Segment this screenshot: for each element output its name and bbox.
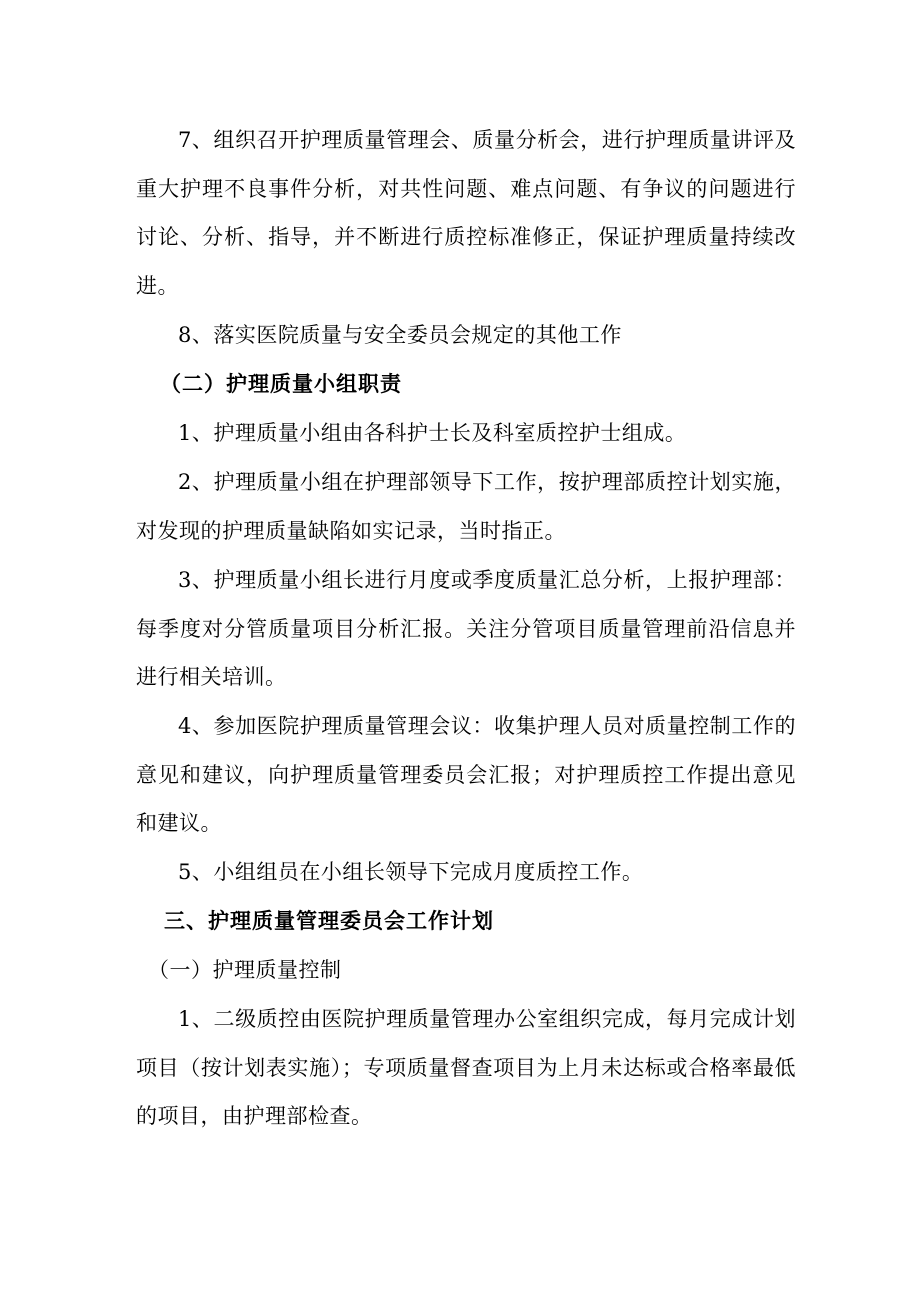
paragraph-item-7: 7、组织召开护理质量管理会、质量分析会，进行护理质量讲评及重大护理不良事件分析，对共性问题、难点问题、有争议的问题进行讨论、分析、指导，并不断进行质控标准修正，保证护理质量持续改进。 [136, 128, 796, 298]
paragraph-group-duty-3: 3、护理质量小组长进行月度或季度质量汇总分析，上报护理部：每季度对分管质量项目分析汇报。关注分管项目质量管理前沿信息并进行相关培训。 [136, 568, 796, 689]
section-heading-nursing-quality-group-duties: （二）护理质量小组职责 [160, 371, 402, 396]
paragraph-item-8: 8、落实医院质量与安全委员会规定的其他工作 [178, 323, 622, 347]
subsection-heading-quality-control: （一）护理质量控制 [148, 958, 342, 982]
paragraph-quality-control-1: 1、二级质控由医院护理质量管理办公室组织完成，每月完成计划项目（按计划表实施）；专项质量督查项目为上月未达标或合格率最低的项目，由护理部检查。 [136, 1007, 796, 1128]
paragraph-group-duty-2: 2、护理质量小组在护理部领导下工作，按护理部质控计划实施，对发现的护理质量缺陷如实记录，当时指正。 [136, 470, 796, 543]
paragraph-group-duty-4: 4、参加医院护理质量管理会议：收集护理人员对质量控制工作的意见和建议，向护理质量管理委员会汇报；对护理质控工作提出意见和建议。 [136, 714, 796, 835]
paragraph-group-duty-5: 5、小组组员在小组长领导下完成月度质控工作。 [178, 860, 644, 884]
paragraph-group-duty-1: 1、护理质量小组由各科护士长及科室质控护士组成。 [178, 421, 687, 445]
section-heading-committee-work-plan: 三、护理质量管理委员会工作计划 [164, 908, 494, 933]
